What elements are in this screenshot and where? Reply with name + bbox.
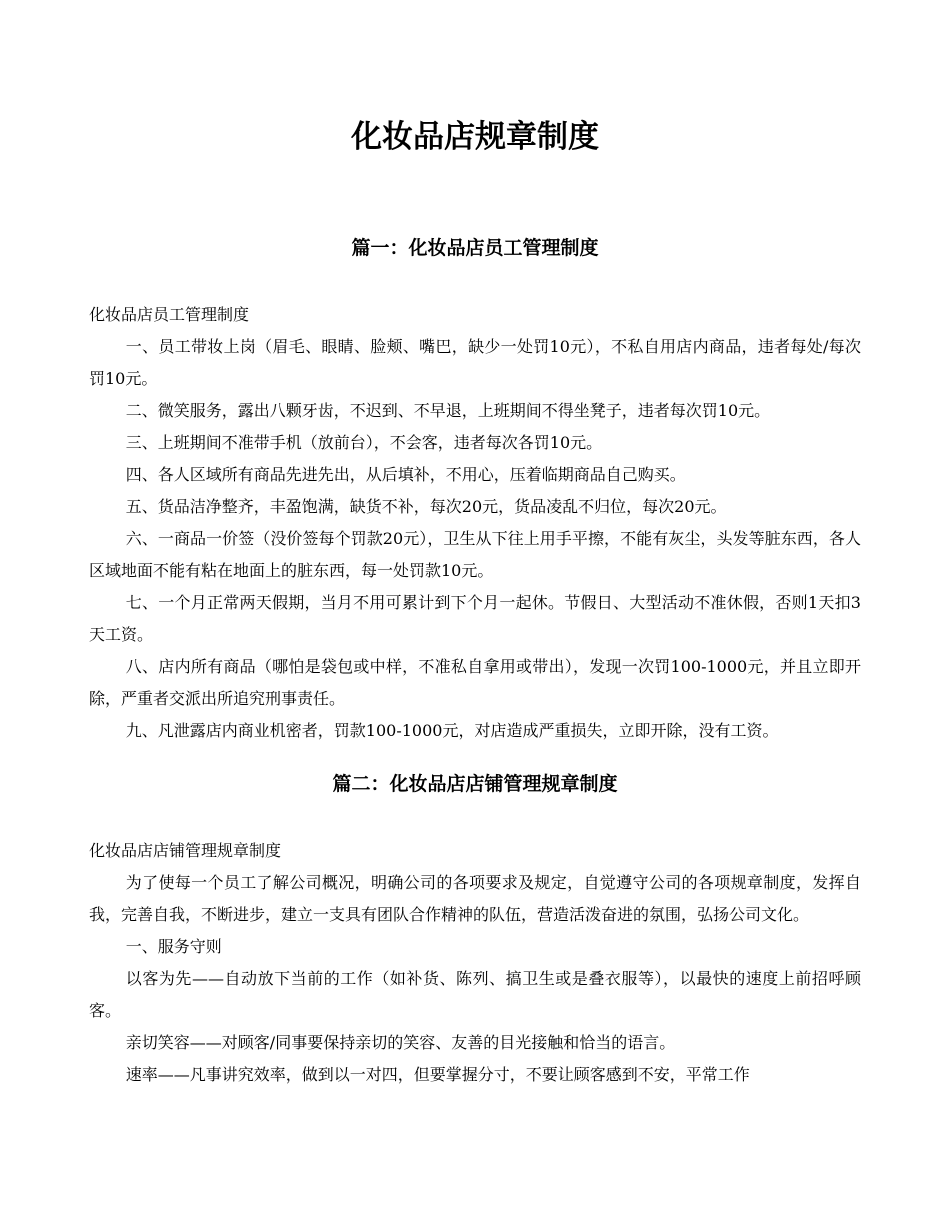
rule-paragraph: 四、各人区域所有商品先进先出，从后填补，不用心，压着临期商品自己购买。 xyxy=(125,465,686,484)
body-paragraph: 亲切笑容——对顾客/同事要保持亲切的笑容、友善的目光接触和恰当的语言。 xyxy=(125,1033,676,1052)
section-body-1 xyxy=(89,299,861,747)
section-body-2 xyxy=(89,835,861,1091)
rule-paragraph: 六、一商品一价签（没价签每个罚款20元），卫生从下往上用手平擦，不能有灰尘，头发等脏东西，各人区域地面不能有粘在地面上的脏东西，每一处罚款10元。 xyxy=(89,529,861,580)
rule-paragraph: 八、店内所有商品（哪怕是袋包或中样，不准私自拿用或带出），发现一次罚100-1000元，并且立即开除，严重者交派出所追究刑事责任。 xyxy=(89,657,861,708)
document-title: 化妆品店规章制度 xyxy=(351,119,599,155)
section-subtitle-1: 化妆品店员工管理制度 xyxy=(89,305,250,324)
rule-paragraph: 七、一个月正常两天假期，当月不用可累计到下个月一起休。节假日、大型活动不准休假，否则1天扣3天工资。 xyxy=(89,593,861,644)
rule-paragraph: 三、上班期间不准带手机（放前台），不会客，违者每次各罚10元。 xyxy=(125,433,603,452)
body-paragraph: 为了使每一个员工了解公司概况，明确公司的各项要求及规定，自觉遵守公司的各项规章制度，发挥自我，完善自我，不断进步，建立一支具有团队合作精神的队伍，营造活泼奋进的氛围，弘扬公司文化。 xyxy=(89,873,861,924)
rule-paragraph: 五、货品洁净整齐，丰盈饱满，缺货不补，每次20元，货品凌乱不归位，每次20元。 xyxy=(125,497,727,516)
rule-paragraph: 二、微笑服务，露出八颗牙齿，不迟到、不早退，上班期间不得坐凳子，违者每次罚10元。 xyxy=(125,401,771,420)
section-heading-2: 篇二：化妆品店店铺管理规章制度 xyxy=(332,773,618,795)
rule-paragraph: 九、凡泄露店内商业机密者，罚款100-1000元，对店造成严重损失，立即开除，没有工资。 xyxy=(125,721,779,740)
section-heading-1: 篇一：化妆品店员工管理制度 xyxy=(351,237,599,259)
body-paragraph: 速率——凡事讲究效率，做到以一对四，但要掌握分寸，不要让顾客感到不安，平常工作 xyxy=(125,1065,750,1084)
rule-paragraph: 一、员工带妆上岗（眉毛、眼睛、脸颊、嘴巴，缺少一处罚10元），不私自用店内商品，违者每处/每次罚10元。 xyxy=(89,337,861,388)
body-paragraph: 以客为先——自动放下当前的工作（如补货、陈列、搞卫生或是叠衣服等），以最快的速度上前招呼顾客。 xyxy=(89,969,861,1020)
body-paragraph: 一、服务守则 xyxy=(125,937,222,956)
section-subtitle-2: 化妆品店店铺管理规章制度 xyxy=(89,841,282,860)
